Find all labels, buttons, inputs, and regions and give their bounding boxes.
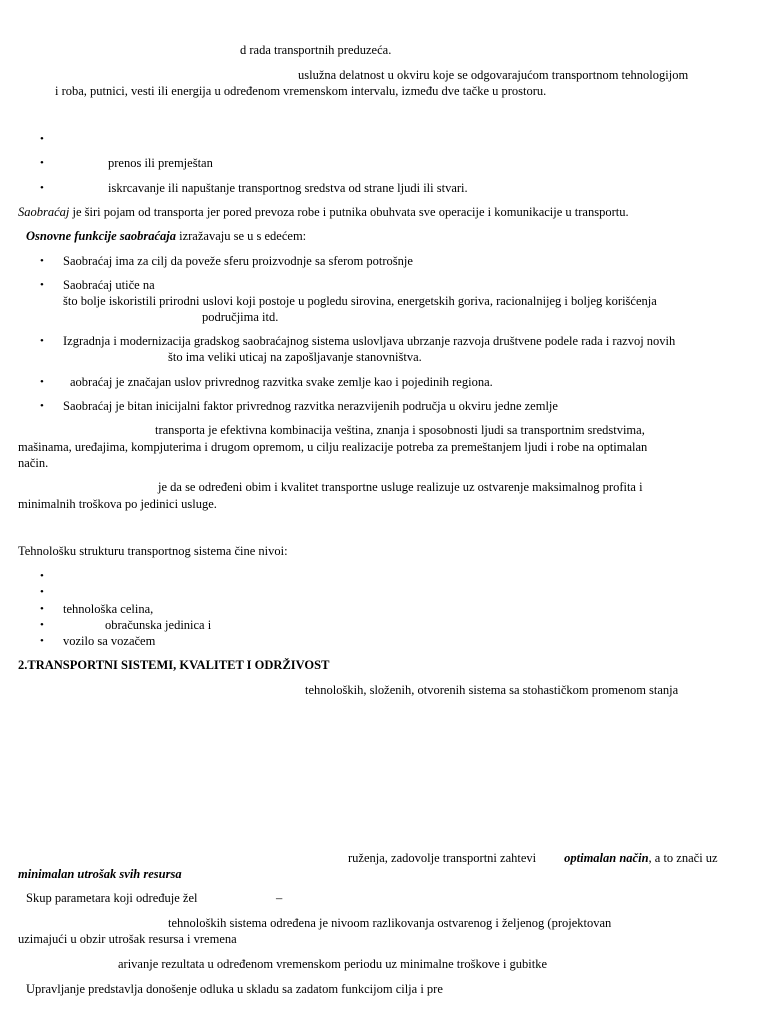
bullet: [40, 278, 44, 292]
term: Osnovne funkcije saobraćaja: [26, 229, 176, 243]
text-line: Saobraćaj ima za cilj da poveže sferu proizvodnje sa sferom potrošnje: [63, 254, 413, 268]
bullet: [40, 634, 44, 648]
text: je širi pojam od transporta jer pored prevoza robe i putnika obuhvata sve operacije i komunikacije u transportu.: [69, 205, 629, 219]
text-line: d rada transportnih preduzeća.: [240, 43, 392, 57]
term: minimalan utrošak svih resursa: [18, 867, 182, 881]
text-line: arivanje rezultata u određenom vremenskom periodu uz minimalne troškove i gubitke: [118, 957, 548, 971]
term: optimalan način: [564, 851, 649, 865]
text-line: uslužna delatnost u okviru koje se odgovarajućom transportnom tehnologijom: [298, 68, 689, 82]
text-line: –: [276, 891, 283, 905]
bullet: [40, 181, 44, 195]
text-line: aobraćaj je značajan uslov privrednog razvitka svake zemlje kao i pojedinih regiona.: [70, 375, 493, 389]
text: , a to znači uz: [648, 851, 718, 865]
text-line: Saobraćaj utiče na: [63, 278, 155, 292]
text-line: iskrcavanje ili napuštanje transportnog sredstva od strane ljudi ili stvari.: [108, 181, 468, 195]
text: ruženja, zadovolje transportni zahtevi: [348, 851, 537, 865]
text-line: i roba, putnici, vesti ili energija u određenom vremenskom intervalu, između dve tačke u prostoru.: [55, 84, 547, 98]
text-line: što ima veliki uticaj na zapošljavanje stanovništva.: [168, 350, 422, 364]
bullet: [40, 254, 44, 268]
text-line: mašinama, uređajima, kompjuterima i drugom opremom, u cilju realizacije potreba za premeštanjem ljudi i robe na optimalan: [18, 440, 648, 454]
text-line: tehnoloških sistema određena je nivoom razlikovanja ostvarenog i željenog (projektovan: [168, 916, 612, 930]
text-line: transporta je efektivna kombinacija veština, znanja i sposobnosti ljudi sa transportnim sredstvima,: [155, 423, 645, 437]
bullet: [40, 399, 44, 413]
bullet: [40, 375, 44, 389]
text-line: je da se određeni obim i kvalitet transportne usluge realizuje uz ostvarenje maksimalnog profita i: [158, 480, 643, 494]
text-line: Saobraćaj je bitan inicijalni faktor privrednog razvitka nerazvijenih područja u okviru jedne zemlje: [63, 399, 558, 413]
text-line: Skup parametara koji određuje žel: [26, 891, 198, 905]
bullet: [40, 569, 44, 583]
text-line: uzimajući u obzir utrošak resursa i vremena: [18, 932, 237, 946]
bullet: [40, 334, 44, 348]
text-line: što bolje iskoristili prirodni uslovi koji postoje u pogledu sirovina, energetskih goriva, racionalnijeg i boljeg korišćenja: [63, 294, 657, 308]
bullet: [40, 585, 44, 599]
term: Saobraćaj: [18, 205, 70, 219]
text-line: Tehnološku strukturu transportnog sistema čine nivoi:: [18, 544, 288, 558]
text-line: tehnoloških, složenih, otvorenih sistema sa stohastičkom promenom stanja: [305, 683, 679, 697]
bullet: [40, 156, 44, 170]
text-line: način.: [18, 456, 49, 470]
bullet: [40, 618, 44, 632]
text-line: minimalnih troškova po jedinici usluge.: [18, 497, 217, 511]
text: izražavaju se u s edećem:: [176, 229, 307, 243]
text-line: tehnološka celina,: [63, 602, 154, 616]
bullet: [40, 602, 44, 616]
paragraph: [18, 205, 629, 219]
text-line: područjima itd.: [202, 310, 279, 324]
text-line: Upravljanje predstavlja donošenje odluka u skladu sa zadatom funkcijom cilja i pre: [26, 982, 443, 996]
text-line: Izgradnja i modernizacija gradskog saobraćajnog sistema uslovljava ubrzanje razvoja društvene podele rada i razvoj novih: [63, 334, 676, 348]
text-line: obračunska jedinica i: [105, 618, 212, 632]
text-line: prenos ili premještan: [108, 156, 213, 170]
paragraph: [348, 851, 718, 865]
paragraph: [26, 229, 306, 243]
bullet: [40, 132, 44, 146]
section-heading: 2.TRANSPORTNI SISTEMI, KVALITET I ODRŽIVOST: [18, 658, 330, 672]
text-line: vozilo sa vozačem: [63, 634, 156, 648]
